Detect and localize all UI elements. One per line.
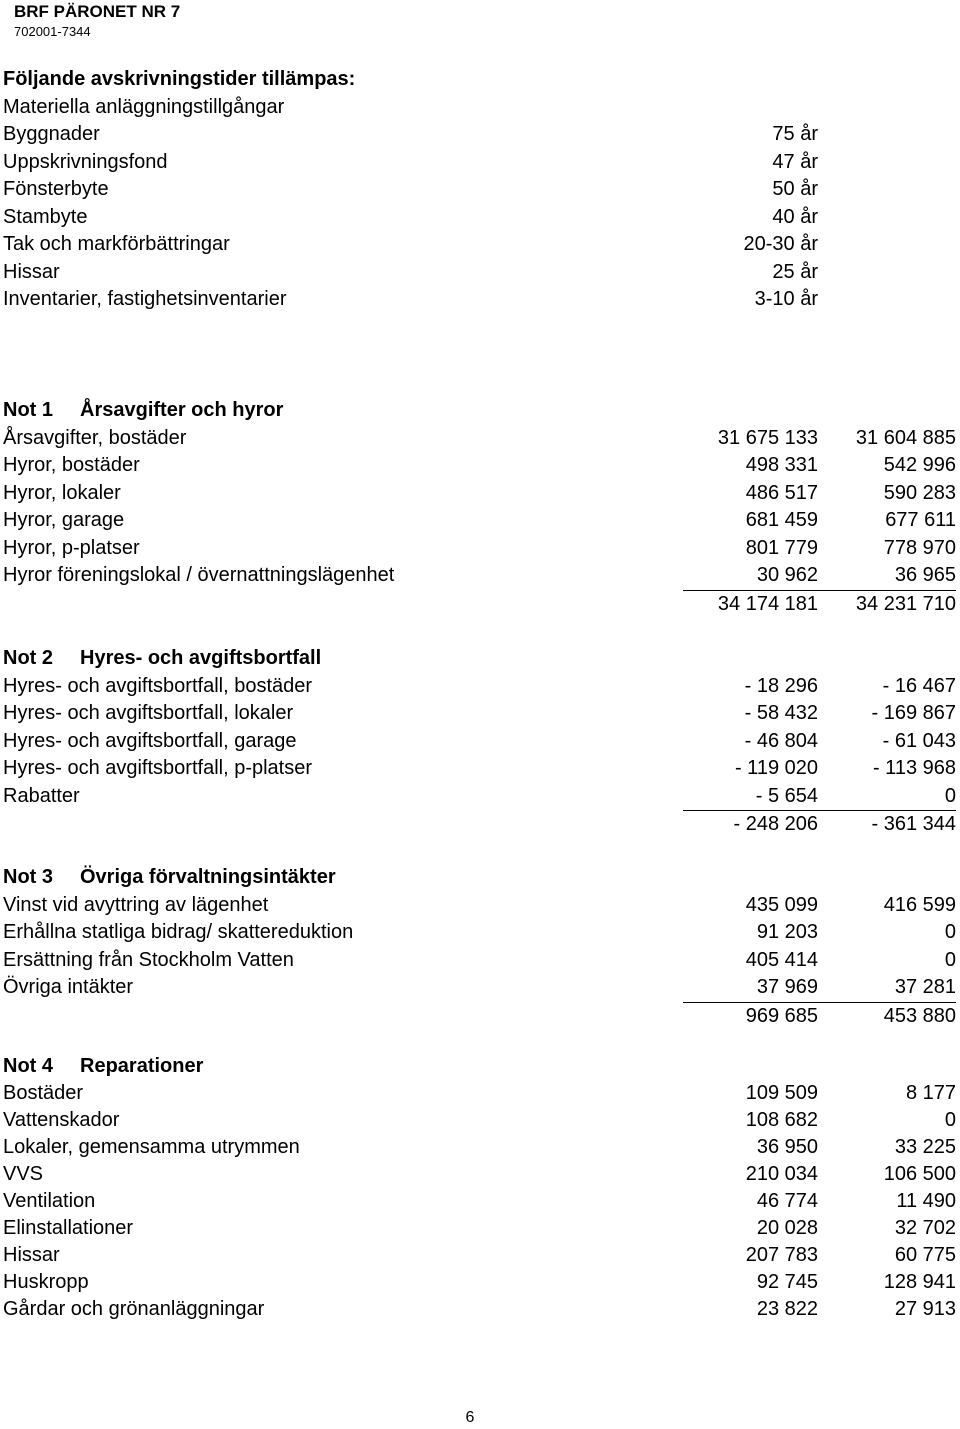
note-number: Not 4 <box>3 1055 53 1077</box>
current-year-value: 210 034 <box>745 1163 818 1185</box>
current-year-value: 36 950 <box>756 1136 818 1158</box>
depreciation-label: Fönsterbyte <box>3 178 109 200</box>
previous-year-value: 128 941 <box>883 1271 956 1293</box>
total-row <box>0 1002 960 1030</box>
current-year-value: 681 459 <box>745 509 818 531</box>
previous-year-value: 60 775 <box>894 1244 956 1266</box>
total-current-year: - 248 206 <box>683 810 818 838</box>
current-year-value: 435 099 <box>745 893 818 916</box>
current-year-value: 20 028 <box>756 1217 818 1239</box>
table-row <box>0 919 960 947</box>
previous-year-value: 37 281 <box>894 976 956 998</box>
total-current-year: 969 685 <box>683 1002 818 1030</box>
row-label: Övriga intäkter <box>3 976 134 998</box>
depreciation-period: 47 år <box>772 150 818 173</box>
note-heading-text <box>3 864 336 892</box>
table-row <box>0 1188 960 1215</box>
depreciation-row <box>0 204 960 232</box>
depreciation-period: 50 år <box>772 178 818 200</box>
current-year-value: 30 962 <box>756 564 818 586</box>
note-4-section <box>0 1053 960 1323</box>
row-label: Ventilation <box>3 1190 96 1212</box>
note-heading <box>0 1053 960 1080</box>
note-title: Årsavgifter och hyror <box>80 399 284 421</box>
depreciation-row <box>0 286 960 314</box>
row-label: Erhållna statliga bidrag/ skattereduktion <box>3 921 354 943</box>
row-label: Rabatter <box>3 784 80 807</box>
current-year-value: 405 414 <box>745 948 818 971</box>
organization-number: 702001-7344 <box>14 24 91 39</box>
row-label: Lokaler, gemensamma utrymmen <box>3 1136 300 1158</box>
previous-year-value: 31 604 885 <box>855 426 956 449</box>
table-row <box>0 947 960 975</box>
previous-year-value: - 169 867 <box>871 702 956 724</box>
note-title: Hyres- och avgiftsbortfall <box>80 647 322 669</box>
previous-year-value: 416 599 <box>883 893 956 916</box>
row-label: Huskropp <box>3 1271 89 1293</box>
table-row <box>0 1296 960 1323</box>
note-2-section <box>0 645 960 838</box>
note-heading-text <box>3 1053 203 1080</box>
current-year-value: 37 969 <box>756 976 818 998</box>
current-year-value: 486 517 <box>745 481 818 504</box>
depreciation-row <box>0 121 960 149</box>
current-year-value: 23 822 <box>756 1298 818 1320</box>
row-label: Hyror, lokaler <box>3 481 121 504</box>
current-year-value: - 119 020 <box>734 757 818 779</box>
row-label: Elinstallationer <box>3 1217 134 1239</box>
depreciation-period: 25 år <box>772 260 818 283</box>
table-row <box>0 535 960 563</box>
row-label: Årsavgifter, bostäder <box>3 426 187 449</box>
depreciation-label: Tak och markförbättringar <box>3 233 230 255</box>
table-row <box>0 783 960 811</box>
previous-year-value: 0 <box>944 921 956 943</box>
note-heading-text <box>3 645 321 673</box>
depreciation-label: Inventarier, fastighetsinventarier <box>3 288 287 310</box>
previous-year-value: 0 <box>944 784 956 807</box>
table-row <box>0 1107 960 1134</box>
depreciation-label: Hissar <box>3 260 60 283</box>
current-year-value: 91 203 <box>756 921 818 943</box>
depreciation-row <box>0 231 960 259</box>
total-current-year: 34 174 181 <box>683 590 818 618</box>
current-year-value: 46 774 <box>756 1190 818 1212</box>
depreciation-period: 3-10 år <box>754 288 818 310</box>
total-row <box>0 590 960 618</box>
previous-year-value: 36 965 <box>894 564 956 586</box>
previous-year-value: 778 970 <box>883 536 956 559</box>
total-previous-year: 453 880 <box>818 1002 956 1030</box>
table-row <box>0 755 960 783</box>
table-row <box>0 507 960 535</box>
row-label: Hyres- och avgiftsbortfall, p-platser <box>3 757 313 779</box>
table-row <box>0 974 960 1002</box>
table-row <box>0 562 960 590</box>
depreciation-section <box>0 66 960 314</box>
previous-year-value: 590 283 <box>883 481 956 504</box>
total-previous-year: - 361 344 <box>818 810 956 838</box>
previous-year-value: 0 <box>944 1109 956 1131</box>
depreciation-period: 40 år <box>772 205 818 228</box>
previous-year-value: 106 500 <box>883 1163 956 1185</box>
row-label: Vattenskador <box>3 1109 120 1131</box>
depreciation-title-row <box>0 66 960 94</box>
row-label: Hyres- och avgiftsbortfall, lokaler <box>3 702 294 724</box>
previous-year-value: 0 <box>944 948 956 971</box>
note-heading-text <box>3 397 283 425</box>
note-heading <box>0 397 960 425</box>
table-row <box>0 728 960 756</box>
previous-year-value: 27 913 <box>894 1298 956 1320</box>
page-number: 6 <box>465 1409 475 1426</box>
depreciation-row <box>0 176 960 204</box>
previous-year-value: 11 490 <box>896 1190 956 1212</box>
table-row <box>0 1215 960 1242</box>
depreciation-row <box>0 149 960 177</box>
depreciation-label: Stambyte <box>3 205 88 228</box>
table-row <box>0 700 960 728</box>
table-row <box>0 1134 960 1161</box>
depreciation-row <box>0 259 960 287</box>
previous-year-value: 32 702 <box>894 1217 956 1239</box>
note-heading <box>0 645 960 673</box>
table-row <box>0 1080 960 1107</box>
row-label: Hyror, garage <box>3 509 125 531</box>
current-year-value: - 18 296 <box>744 674 818 697</box>
previous-year-value: - 16 467 <box>882 674 956 697</box>
table-row <box>0 1242 960 1269</box>
current-year-value: - 58 432 <box>744 702 818 724</box>
note-number: Not 1 <box>3 399 53 421</box>
current-year-value: 92 745 <box>756 1271 818 1293</box>
current-year-value: - 46 804 <box>744 729 818 752</box>
row-label: Ersättning från Stockholm Vatten <box>3 948 294 971</box>
row-label: Gårdar och grönanläggningar <box>3 1298 265 1320</box>
current-year-value: 108 682 <box>745 1109 818 1131</box>
row-label: Hyres- och avgiftsbortfall, garage <box>3 729 297 752</box>
row-label: Hyror, bostäder <box>3 454 140 476</box>
note-title: Övriga förvaltningsintäkter <box>80 866 336 888</box>
current-year-value: 109 509 <box>745 1082 818 1104</box>
total-row <box>0 810 960 838</box>
depreciation-label: Byggnader <box>3 123 100 145</box>
depreciation-period: 75 år <box>772 123 818 145</box>
depreciation-title: Följande avskrivningstider tillämpas: <box>3 68 356 90</box>
note-heading <box>0 864 960 892</box>
total-previous-year: 34 231 710 <box>818 590 956 618</box>
organization-name: BRF PÄRONET NR 7 <box>14 2 181 21</box>
table-row <box>0 673 960 701</box>
previous-year-value: 677 611 <box>885 509 956 531</box>
previous-year-value: - 61 043 <box>882 729 956 752</box>
current-year-value: - 5 654 <box>755 784 818 807</box>
row-label: Hyror, p-platser <box>3 536 140 559</box>
row-label: Hyres- och avgiftsbortfall, bostäder <box>3 674 313 697</box>
note-number: Not 2 <box>3 647 53 669</box>
note-number: Not 3 <box>3 866 53 888</box>
table-row <box>0 892 960 920</box>
previous-year-value: 8 177 <box>905 1082 956 1104</box>
table-row <box>0 480 960 508</box>
depreciation-subtitle: Materiella anläggningstillgångar <box>3 95 285 118</box>
row-label: Hyror föreningslokal / övernattningslägenhet <box>3 564 395 586</box>
row-label: Bostäder <box>3 1082 84 1104</box>
previous-year-value: 542 996 <box>883 454 956 476</box>
depreciation-period: 20-30 år <box>743 233 818 255</box>
current-year-value: 801 779 <box>745 536 818 559</box>
table-row <box>0 452 960 480</box>
table-row <box>0 1269 960 1296</box>
row-label: Vinst vid avyttring av lägenhet <box>3 893 269 916</box>
row-label: VVS <box>3 1163 44 1185</box>
table-row <box>0 1161 960 1188</box>
depreciation-subtitle-row <box>0 94 960 122</box>
note-title: Reparationer <box>80 1055 204 1077</box>
note-1-section <box>0 397 960 617</box>
note-3-section <box>0 864 960 1029</box>
current-year-value: 207 783 <box>745 1244 818 1266</box>
row-label: Hissar <box>3 1244 60 1266</box>
depreciation-label: Uppskrivningsfond <box>3 150 168 173</box>
current-year-value: 498 331 <box>745 454 818 476</box>
current-year-value: 31 675 133 <box>717 426 818 449</box>
table-row <box>0 425 960 453</box>
previous-year-value: 33 225 <box>894 1136 956 1158</box>
previous-year-value: - 113 968 <box>872 757 956 779</box>
